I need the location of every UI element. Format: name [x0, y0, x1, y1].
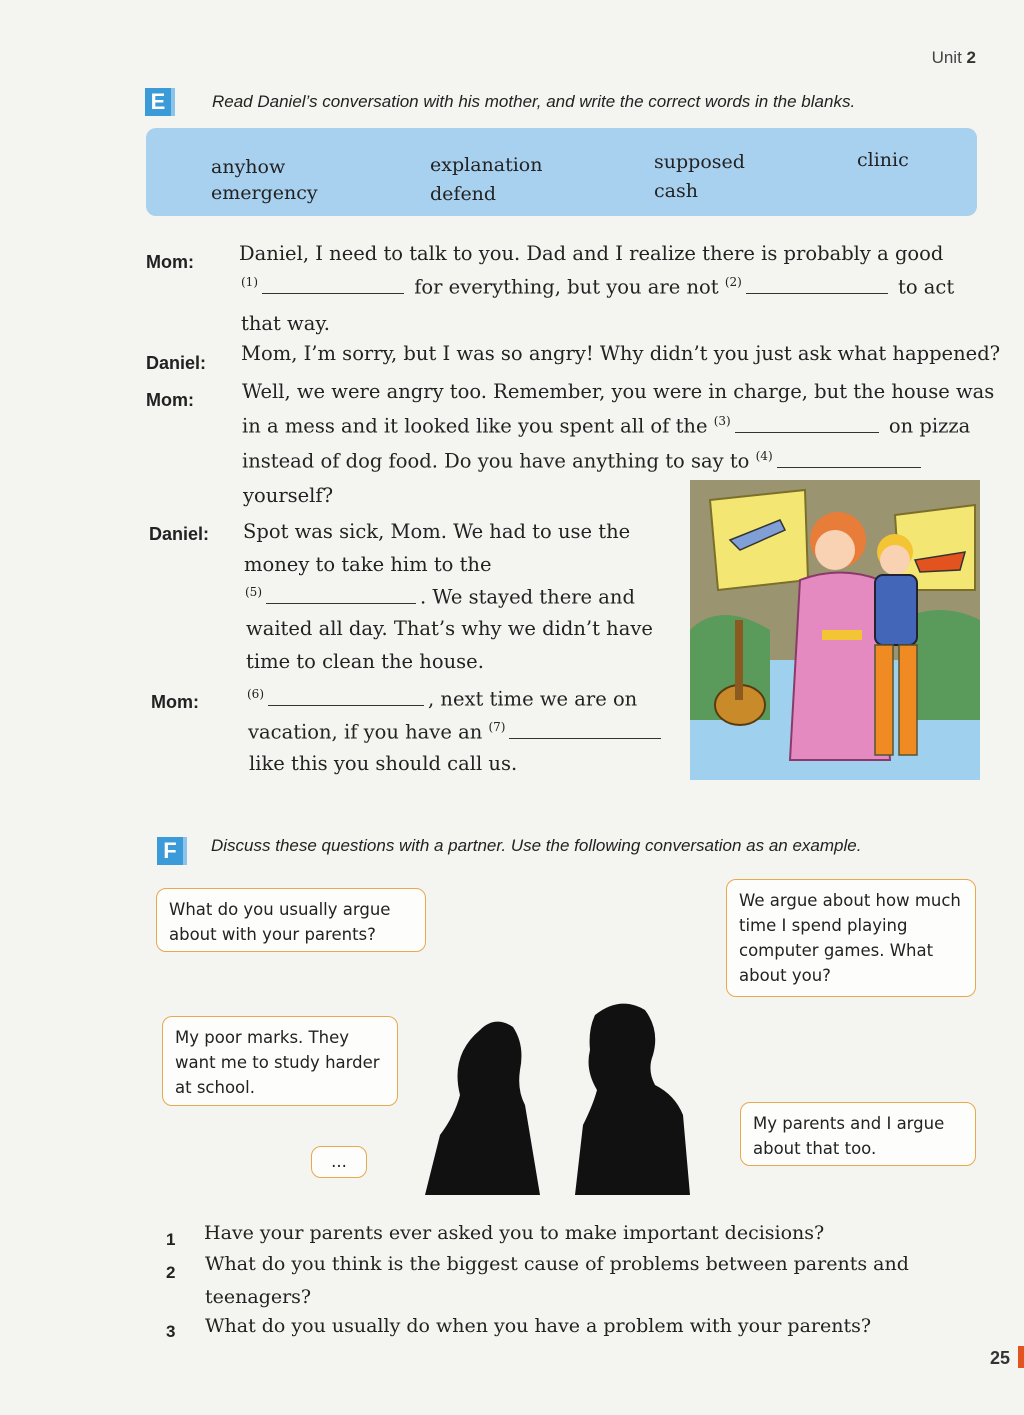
page-number: 25 — [990, 1348, 1011, 1368]
section-f-instruction: Discuss these questions with a partner. Use the following conversation as an example. — [211, 836, 862, 855]
question-number: 2 — [166, 1263, 176, 1282]
page-tab-marker — [1018, 1346, 1024, 1368]
word-bank-item: clinic — [857, 149, 909, 171]
answer-blank-2[interactable] — [746, 292, 888, 294]
speaker-label: Mom: — [146, 252, 194, 272]
dialogue-line: Spot was sick, Mom. We had to use the — [243, 520, 631, 543]
silhouettes-illustration — [425, 995, 715, 1195]
speech-bubble-question: What do you usually argue about with your parents? — [156, 888, 426, 952]
dialogue-line: vacation, if you have an $^{(7)}$ — [248, 720, 665, 744]
dialogue-line: Mom, I’m sorry, but I was so angry! Why didn’t you just ask what happened? — [241, 342, 1001, 365]
speaker-label: Mom: — [146, 390, 194, 410]
dialogue-line: money to take him to the — [244, 553, 492, 576]
dialogue-line: Well, we were angry too. Remember, you were in charge, but the house was — [242, 380, 995, 403]
question-text: teenagers? — [205, 1286, 312, 1308]
answer-blank-3[interactable] — [735, 431, 879, 433]
question-text: What do you usually do when you have a problem with your parents? — [205, 1315, 872, 1337]
speaker-label: Daniel: — [146, 353, 207, 373]
dialogue-line: time to clean the house. — [246, 650, 484, 673]
question-number: 3 — [166, 1322, 176, 1341]
dialogue-line: $^{(1)}$ for everything, but you are not $^{(2)}$ to act — [241, 275, 955, 299]
dialogue-line: that way. — [241, 312, 330, 335]
word-bank-item: defend — [430, 183, 497, 205]
answer-blank-4[interactable] — [777, 466, 921, 468]
dialogue-line: $^{(6)}$ , next time we are on — [247, 687, 638, 711]
question-number: 1 — [166, 1230, 176, 1249]
speech-bubble-ellipsis: ... — [311, 1146, 367, 1178]
unit-number: 2 — [966, 48, 976, 67]
speaker-label: Mom: — [151, 692, 199, 712]
section-e-badge: E — [145, 88, 171, 116]
speech-bubble-answer-games: We argue about how much time I spend playing computer games. What about you? — [726, 879, 976, 997]
speech-bubble-marks: My poor marks. They want me to study harder at school. — [162, 1016, 398, 1106]
speaker-label: Daniel: — [149, 524, 210, 544]
dialogue-line: yourself? — [243, 484, 334, 507]
question-text: Have your parents ever asked you to make important decisions? — [204, 1222, 825, 1244]
dialogue-line: $^{(5)}$ . We stayed there and — [245, 585, 635, 609]
answer-blank-7[interactable] — [509, 737, 661, 739]
word-bank-item: supposed — [654, 151, 745, 173]
dialogue-line: in a mess and it looked like you spent all of the $^{(3)}$ on pizza — [242, 414, 971, 438]
word-bank-item: emergency — [211, 182, 318, 204]
dialogue-line: instead of dog food. Do you have anything to say to $^{(4)}$ — [242, 449, 925, 473]
mother-son-illustration — [690, 480, 980, 780]
section-f-badge: F — [157, 837, 183, 865]
answer-blank-5[interactable] — [266, 602, 416, 604]
answer-blank-1[interactable] — [262, 292, 404, 294]
word-bank-item: explanation — [430, 154, 543, 176]
word-bank-item: anyhow — [211, 156, 286, 178]
dialogue-line: like this you should call us. — [249, 752, 518, 775]
unit-label: Unit 2 — [931, 48, 976, 67]
word-bank-item: cash — [654, 180, 698, 202]
section-e-instruction: Read Daniel’s conversation with his mother, and write the correct words in the blanks. — [212, 92, 856, 111]
dialogue-line: waited all day. That’s why we didn’t have — [246, 617, 653, 640]
word-bank — [146, 128, 977, 216]
answer-blank-6[interactable] — [268, 704, 424, 706]
dialogue-line: Daniel, I need to talk to you. Dad and I realize there is probably a good — [239, 242, 944, 265]
question-text: What do you think is the biggest cause of problems between parents and — [205, 1253, 909, 1275]
speech-bubble-agree: My parents and I argue about that too. — [740, 1102, 976, 1166]
